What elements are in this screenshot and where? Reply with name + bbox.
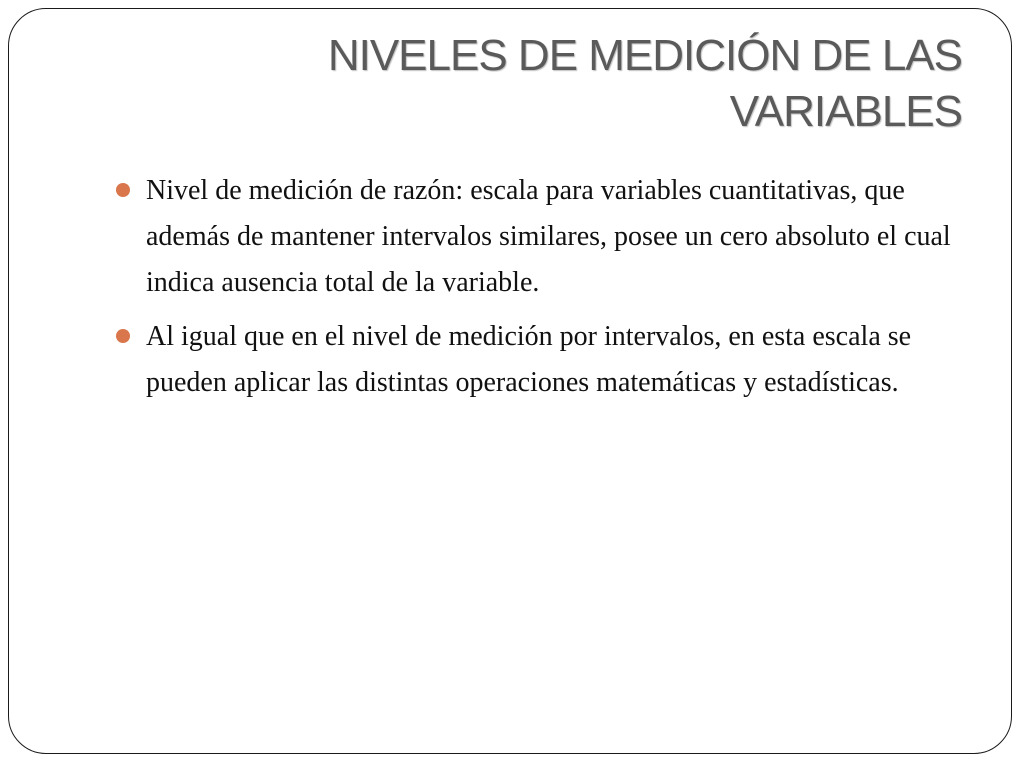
bullet-dot-icon — [116, 329, 130, 343]
bullet-text: Nivel de medición de razón: escala para variables cuantitativas, que además de mantener intervalos similares, posee un cero absoluto el cual indica ausencia total de la variable. — [146, 175, 951, 298]
bullet-item — [110, 168, 970, 306]
bullet-item — [110, 314, 970, 406]
bullet-text: Al igual que en el nivel de medición por intervalos, en esta escala se pueden aplicar las distintas operaciones matemáticas y estadísticas. — [146, 321, 912, 398]
slide-body — [110, 168, 970, 414]
slide-title: NIVELES DE MEDICIÓN DE LAS VARIABLES — [327, 31, 962, 136]
bullet-dot-icon — [116, 183, 130, 197]
